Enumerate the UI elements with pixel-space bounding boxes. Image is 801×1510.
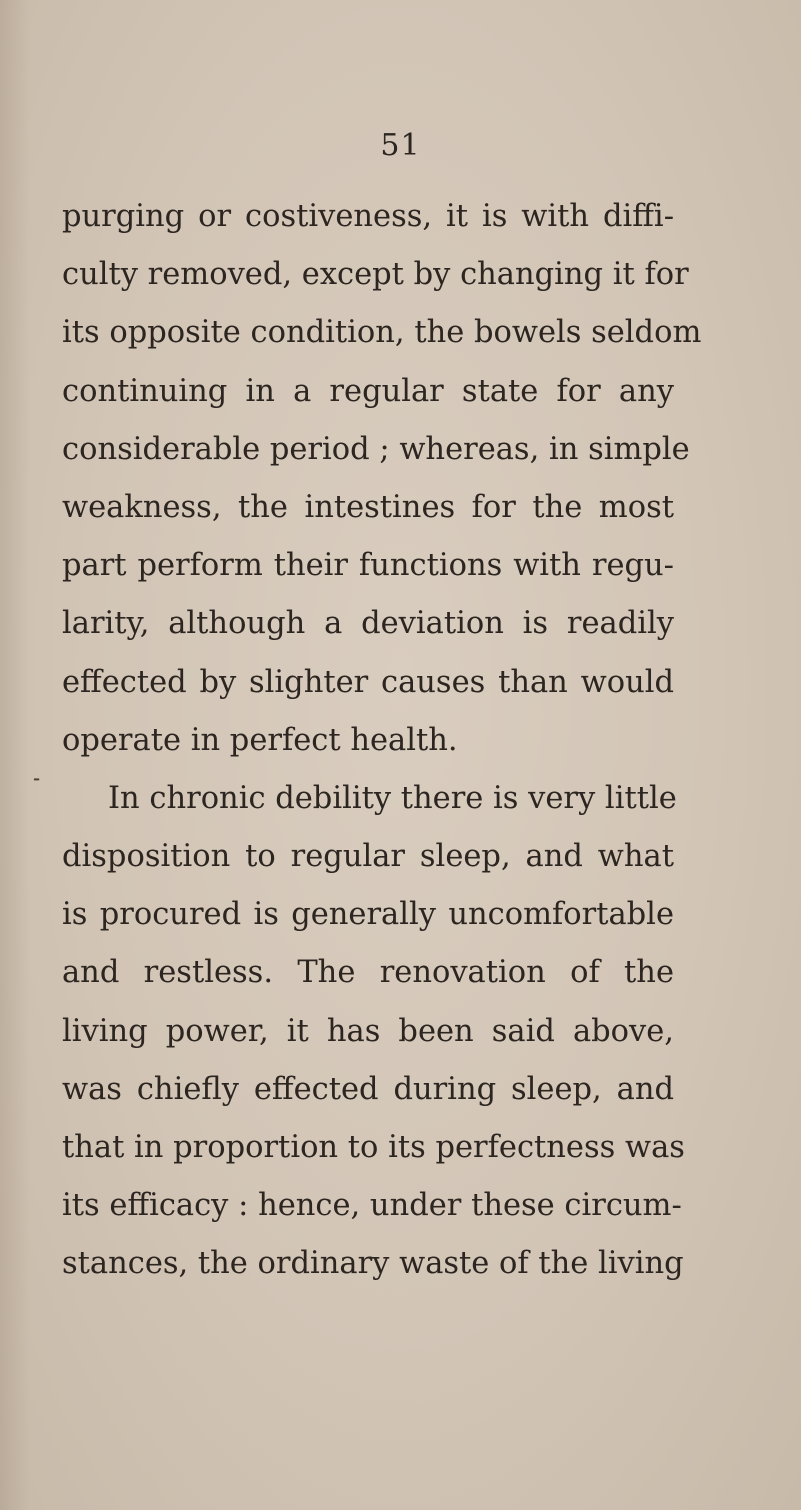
page-fold-shadow xyxy=(0,0,30,1510)
text-line: effected by slighter causes than would xyxy=(62,664,674,700)
text-line: part perform their functions with regu- xyxy=(62,548,674,584)
text-line: considerable period ; whereas, in simple xyxy=(62,431,690,467)
text-line: that in proportion to its perfectness was xyxy=(62,1130,685,1165)
text-line: its opposite condition, the bowels seldom xyxy=(62,315,702,351)
margin-mark: ⁃ xyxy=(32,770,41,791)
text-line: In chronic debility there is very little xyxy=(108,780,677,816)
text-line: purging or costiveness, it is with diffi- xyxy=(62,199,674,234)
text-line: stances, the ordinary waste of the living xyxy=(62,1246,684,1282)
text-line: larity, although a deviation is readily xyxy=(62,606,674,642)
text-line: and restless. The renovation of the xyxy=(62,955,674,991)
text-line: living power, it has been said above, xyxy=(62,1013,674,1049)
text-line: was chiefly effected during sleep, and xyxy=(62,1071,674,1107)
body-text xyxy=(62,188,702,1294)
text-line: culty removed, except by changing it for xyxy=(62,257,689,293)
text-line: continuing in a regular state for any xyxy=(62,373,674,409)
text-line: disposition to regular sleep, and what xyxy=(62,839,674,875)
text-line: operate in perfect health. xyxy=(62,722,458,758)
text-line: weakness, the intestines for the most xyxy=(62,489,674,525)
text-line: is procured is generally uncomfortable xyxy=(62,897,674,933)
text-line: its efficacy : hence, under these circum- xyxy=(62,1188,682,1224)
page-number: 51 xyxy=(380,128,421,163)
